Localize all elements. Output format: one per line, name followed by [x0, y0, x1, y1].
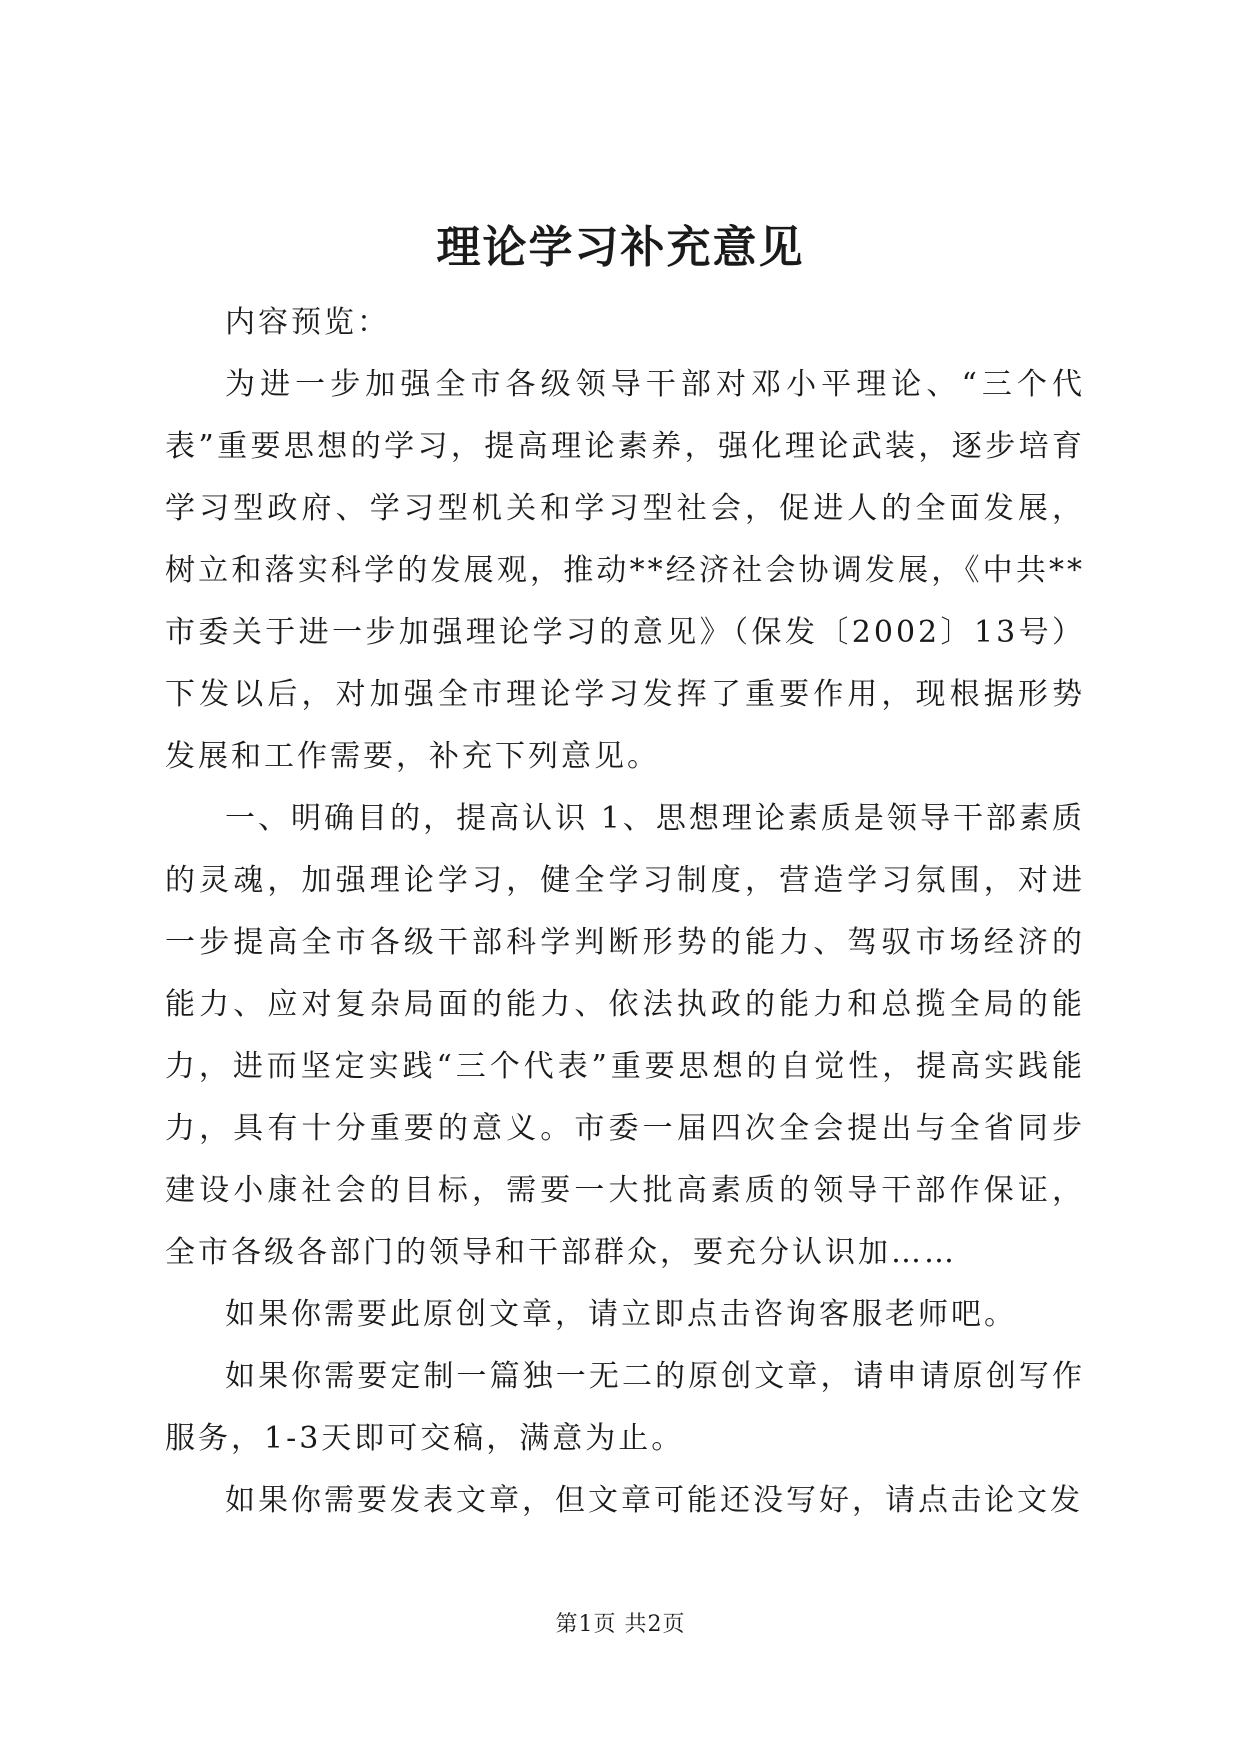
- paragraph-intro: 为进一步加强全市各级领导干部对邓小平理论、“三个代表”重要思想的学习，提高理论素养，强化理论武装，逐步培育学习型政府、学习型机关和学习型社会，促进人的全面发展，树立和落实科学的发展观，推动**经济社会协调发展，《中共**市委关于进一步加强理论学习的意见》（保发〔2002〕13号）下发以后，对加强全市理论学习发挥了重要作用，现根据形势发展和工作需要，补充下列意见。: [165, 367, 1085, 774]
- paragraph-custom-writing-link[interactable]: 如果你需要定制一篇独一无二的原创文章，请申请原创写作服务，1-3天即可交稿，满意为止。: [165, 1359, 1085, 1456]
- paragraph-preview-label: 内容预览：: [225, 305, 390, 340]
- paragraph-consult-link[interactable]: 如果你需要此原创文章，请立即点击咨询客服老师吧。: [225, 1297, 1017, 1332]
- document-body: [165, 292, 1085, 1532]
- document-title: 理论学习补充意见: [436, 222, 805, 273]
- paragraph-section-one: 一、明确目的，提高认识 1、思想理论素质是领导干部素质的灵魂，加强理论学习，健全学习制度，营造学习氛围，对进一步提高全市各级干部科学判断形势的能力、驾驭市场经济的能力、应对复杂局面的能力、依法执政的能力和总揽全局的能力，进而坚定实践“三个代表”重要思想的自觉性，提高实践能力，具有十分重要的意义。市委一届四次全会提出与全省同步建设小康社会的目标，需要一大批高素质的领导干部作保证，全市各级各部门的领导和干部群众，要充分认识加……: [165, 801, 1085, 1270]
- page-footer: 第1页 共2页: [555, 1612, 686, 1637]
- paragraph-publish-link[interactable]: 如果你需要发表文章，但文章可能还没写好，请点击论文发: [225, 1483, 1083, 1518]
